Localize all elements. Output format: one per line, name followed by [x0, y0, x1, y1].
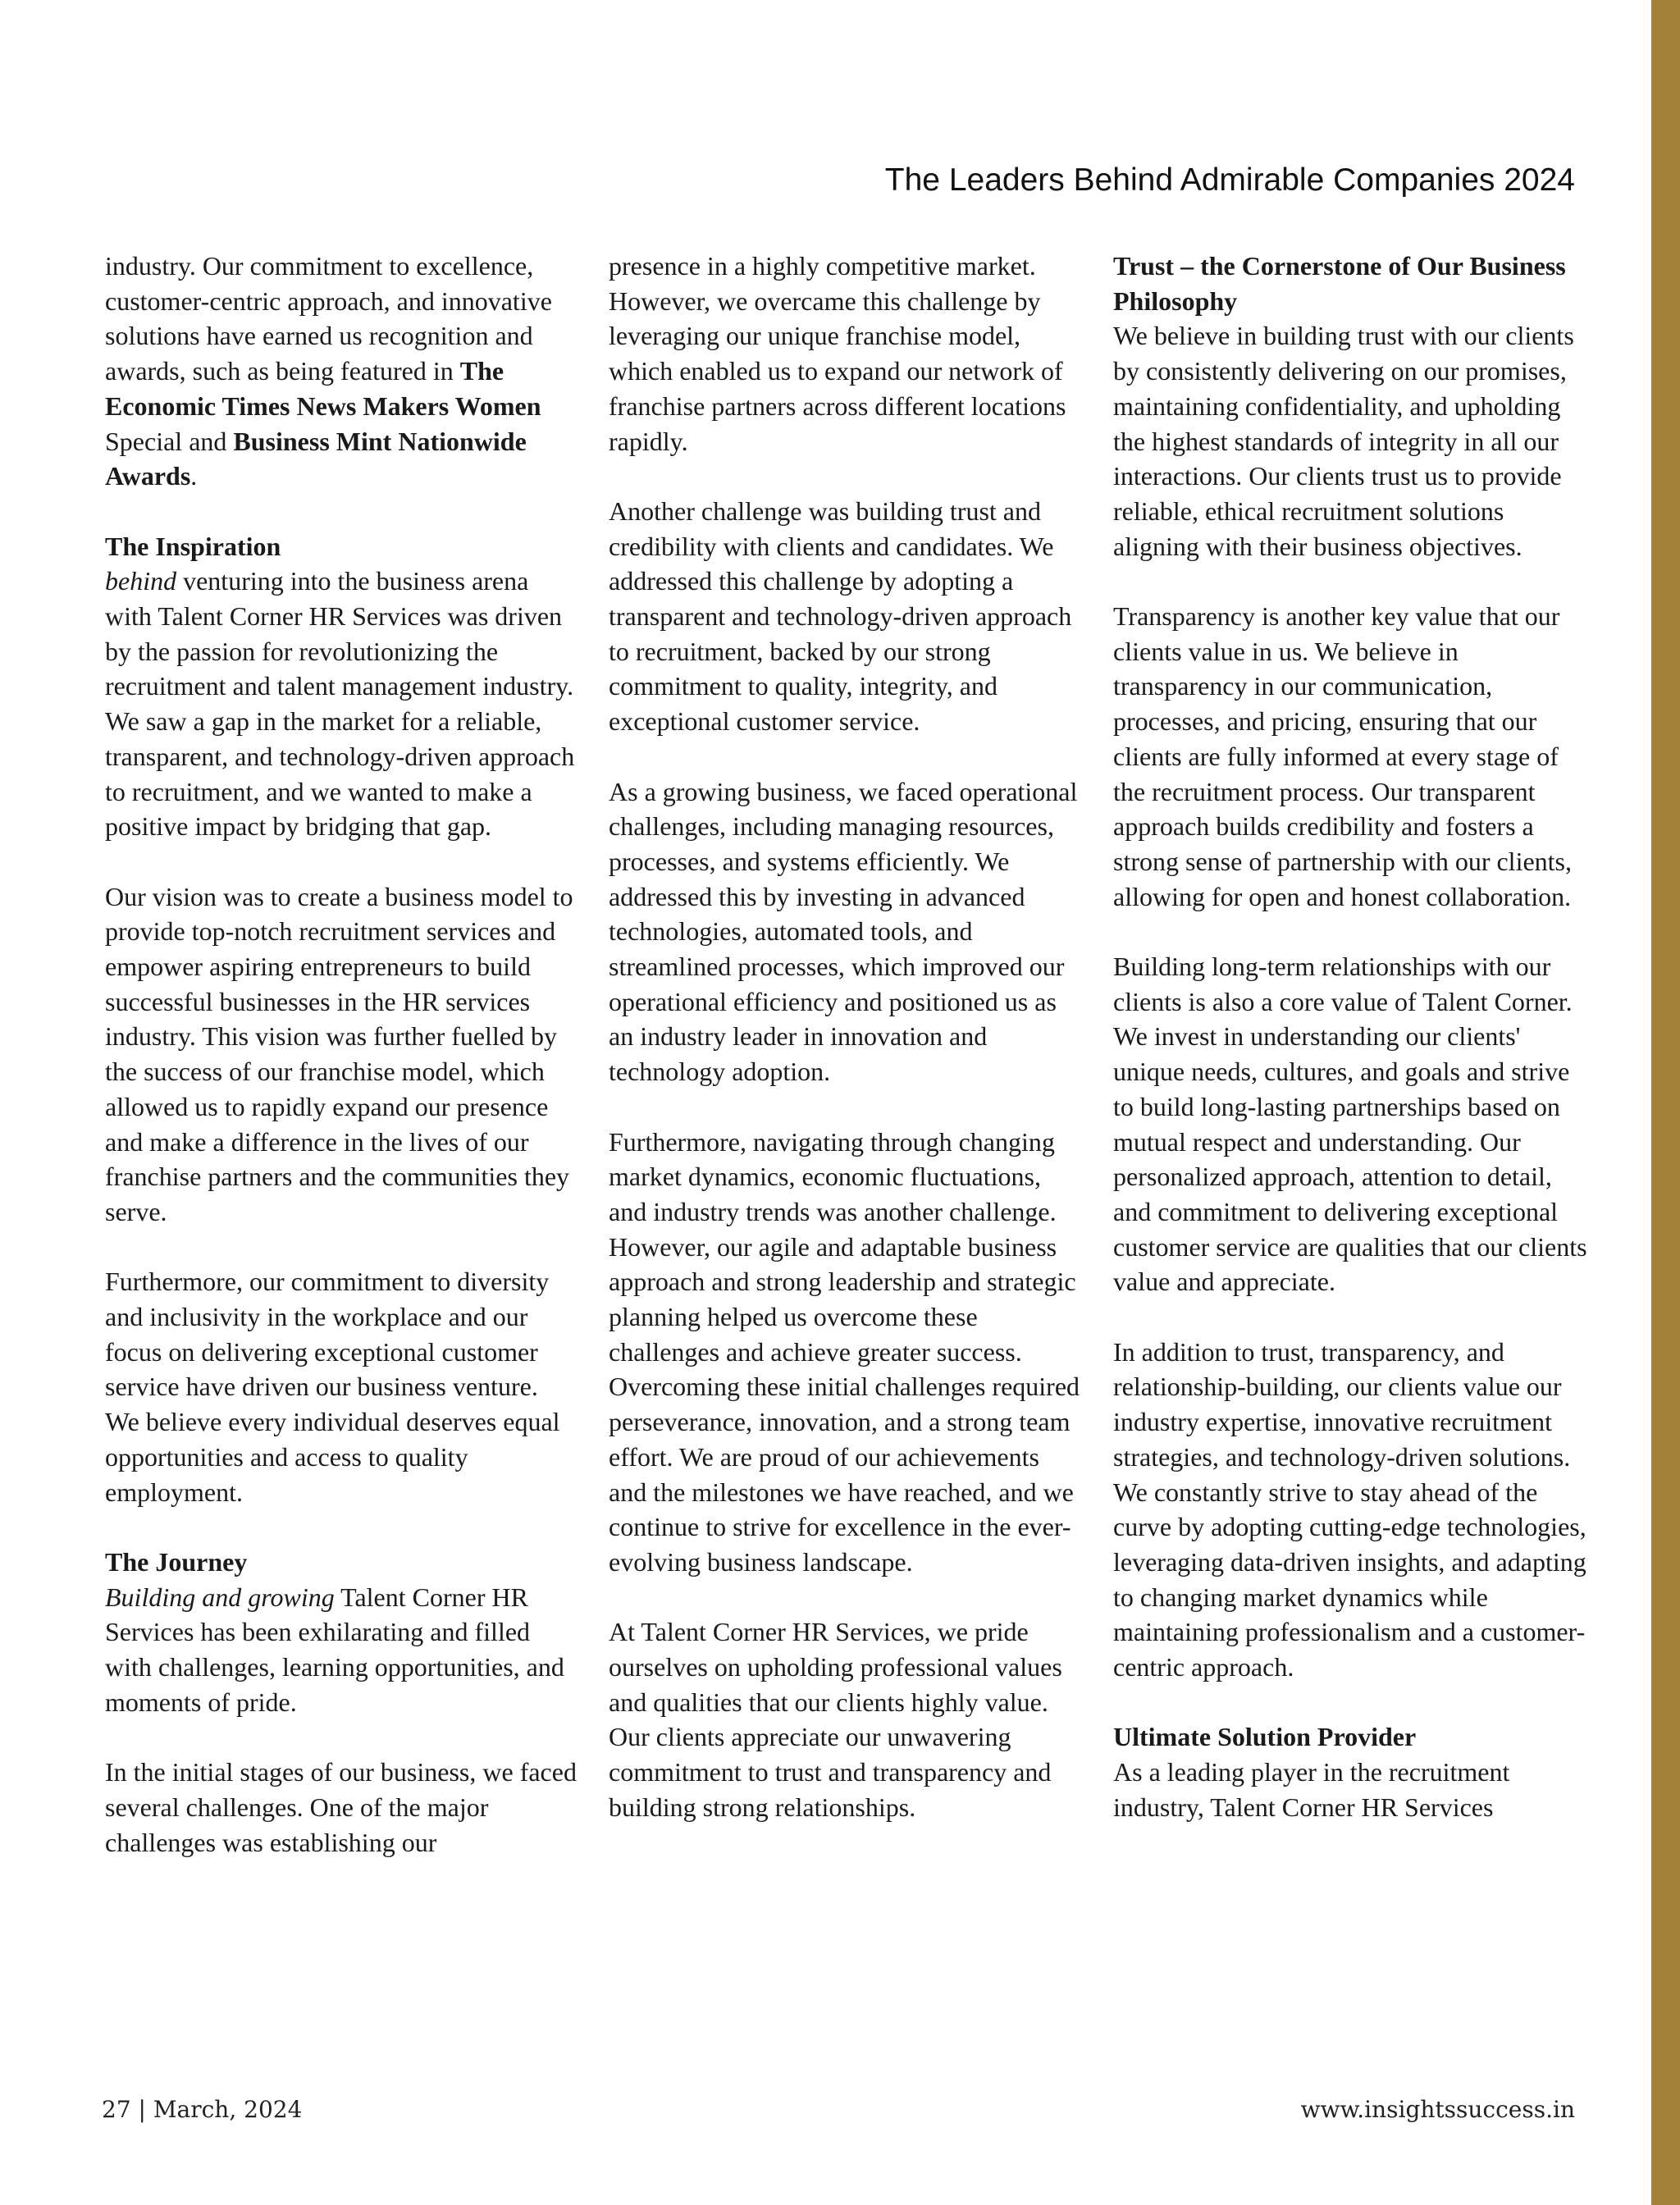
section-heading-ultimate: Ultimate Solution Provider: [1113, 1722, 1417, 1752]
paragraph: industry. Our commitment to excellence, customer-centric approach, and innovative solutions have earned us recognition and awards, such as being featured in The Economic Times News Makers Women Special and Business Mint Nationwide Awards.: [105, 251, 552, 491]
paragraph: Ultimate Solution Provider As a leading player in the recruitment industry, Talent Corner HR Services: [1113, 1719, 1593, 1824]
section-heading-journey: The Journey: [105, 1546, 248, 1577]
paragraph: The Inspiration behind venturing into the business arena with Talent Corner HR Services was driven by the passion for revolutionizing the recruitment and talent management industry. We saw a gap in the market for a reliable, transparent, and technology-driven approach to recruitment, and we wanted to make a positive impact by bridging that gap.: [105, 529, 577, 844]
section-heading-inspiration: The Inspiration: [105, 531, 281, 561]
paragraph: Our vision was to create a business model to provide top-notch recruitment services and empower aspiring entrepreneurs to build successful businesses in the HR services industry. This vision was further fuelled by the success of our franchise model, which allowed us to rapidly expand our presence and make a difference in the lives of our franchise partners and the communities they serve.: [105, 881, 573, 1226]
paragraph: In the initial stages of our business, we faced several challenges. One of the major challenges was establishing our: [105, 1757, 577, 1857]
paragraph: Another challenge was building trust and credibility with clients and candidates. We addressed this challenge by adopting a transparent and technology-driven approach to recruitment, backed by our strong commitment to quality, integrity, and exceptional customer service.: [609, 495, 1072, 737]
paragraph: Transparency is another key value that our clients value in us. We believe in transparency in our communication, processes, and pricing, ensuring that our clients are fully informed at every stage of the recruitment process. Our transparent approach builds credibility and fosters a strong sense of partnership with our clients, allowing for open and honest collaboration.: [1113, 601, 1572, 911]
section-heading-trust: Trust – the Cornerstone of Our Business Philosophy: [1113, 251, 1566, 316]
paragraph: The Journey Building and growing Talent Corner HR Services has been exhilarating and filled with challenges, learning opportunities, and moments of pride.: [105, 1545, 577, 1720]
bold-award: The Economic Times News Makers Women: [105, 356, 541, 421]
paragraph: Furthermore, navigating through changing market dynamics, economic fluctuations, and industry trends was another challenge. However, our agile and adaptable business approach and strong leadership and strategic planning helped us overcome these challenges and achieve greater success. Overcoming these initial challenges required perseverance, innovation, and a strong team effort. We are proud of our achievements and the milestones we have reached, and we continue to strive for excellence in the ever-evolving business landscape.: [609, 1126, 1080, 1577]
paragraph: At Talent Corner HR Services, we pride ourselves on upholding professional values and qualities that our clients highly value. Our clients appreciate our unwavering commitment to trust and transparency and building strong relationships.: [609, 1617, 1062, 1822]
page-header-title: The Leaders Behind Admirable Companies 2024: [884, 162, 1575, 198]
paragraph: Furthermore, our commitment to diversity and inclusivity in the workplace and our focus on delivering exceptional customer service have driven our business venture. We believe every individual deserves equal opportunities and access to quality employment.: [105, 1267, 560, 1507]
paragraph: Trust – the Cornerstone of Our Business Philosophy We believe in building trust with our clients by consistently delivering on our promises, maintaining confidentiality, and upholding the highest standards of integrity in all our interactions. Our clients trust us to provide reliable, ethical recruitment solutions aligning with their business objectives.: [1113, 249, 1593, 564]
bold-award: Business Mint Nationwide Awards: [105, 426, 527, 491]
gold-side-bar: [1651, 0, 1680, 2205]
paragraph: Building long-term relationships with our clients is also a core value of Talent Corner. We invest in understanding our clients' unique needs, cultures, and goals and strive to build long-lasting partnerships based on mutual respect and understanding. Our personalized approach, attention to detail, and commitment to delivering exceptional customer service are qualities that our clients value and appreciate.: [1113, 952, 1587, 1297]
article-column-3: [1113, 249, 1593, 1860]
paragraph: In addition to trust, transparency, and relationship-building, our clients value our industry expertise, innovative recruitment strategies, and technology-driven solutions. We constantly strive to stay ahead of the curve by adopting cutting-edge technologies, leveraging data-driven insights, and adapting to changing market dynamics while maintaining professionalism and a customer-centric approach.: [1113, 1336, 1586, 1682]
paragraph: presence in a highly competitive market. However, we overcame this challenge by leveraging our unique franchise model, which enabled us to expand our network of franchise partners across different locations rapidly.: [609, 251, 1066, 456]
article-column-2: [609, 249, 1080, 1860]
paragraph: As a growing business, we faced operational challenges, including managing resources, processes, and systems efficiently. We addressed this by investing in advanced technologies, automated tools, and streamlined processes, which improved our operational efficiency and positioned us as an industry leader in innovation and technology adoption.: [609, 776, 1078, 1087]
footer-page-number: 27 | March, 2024: [102, 2096, 303, 2123]
footer-website-link[interactable]: www.insightssuccess.in: [1300, 2096, 1575, 2123]
article-column-1: [105, 249, 577, 1895]
